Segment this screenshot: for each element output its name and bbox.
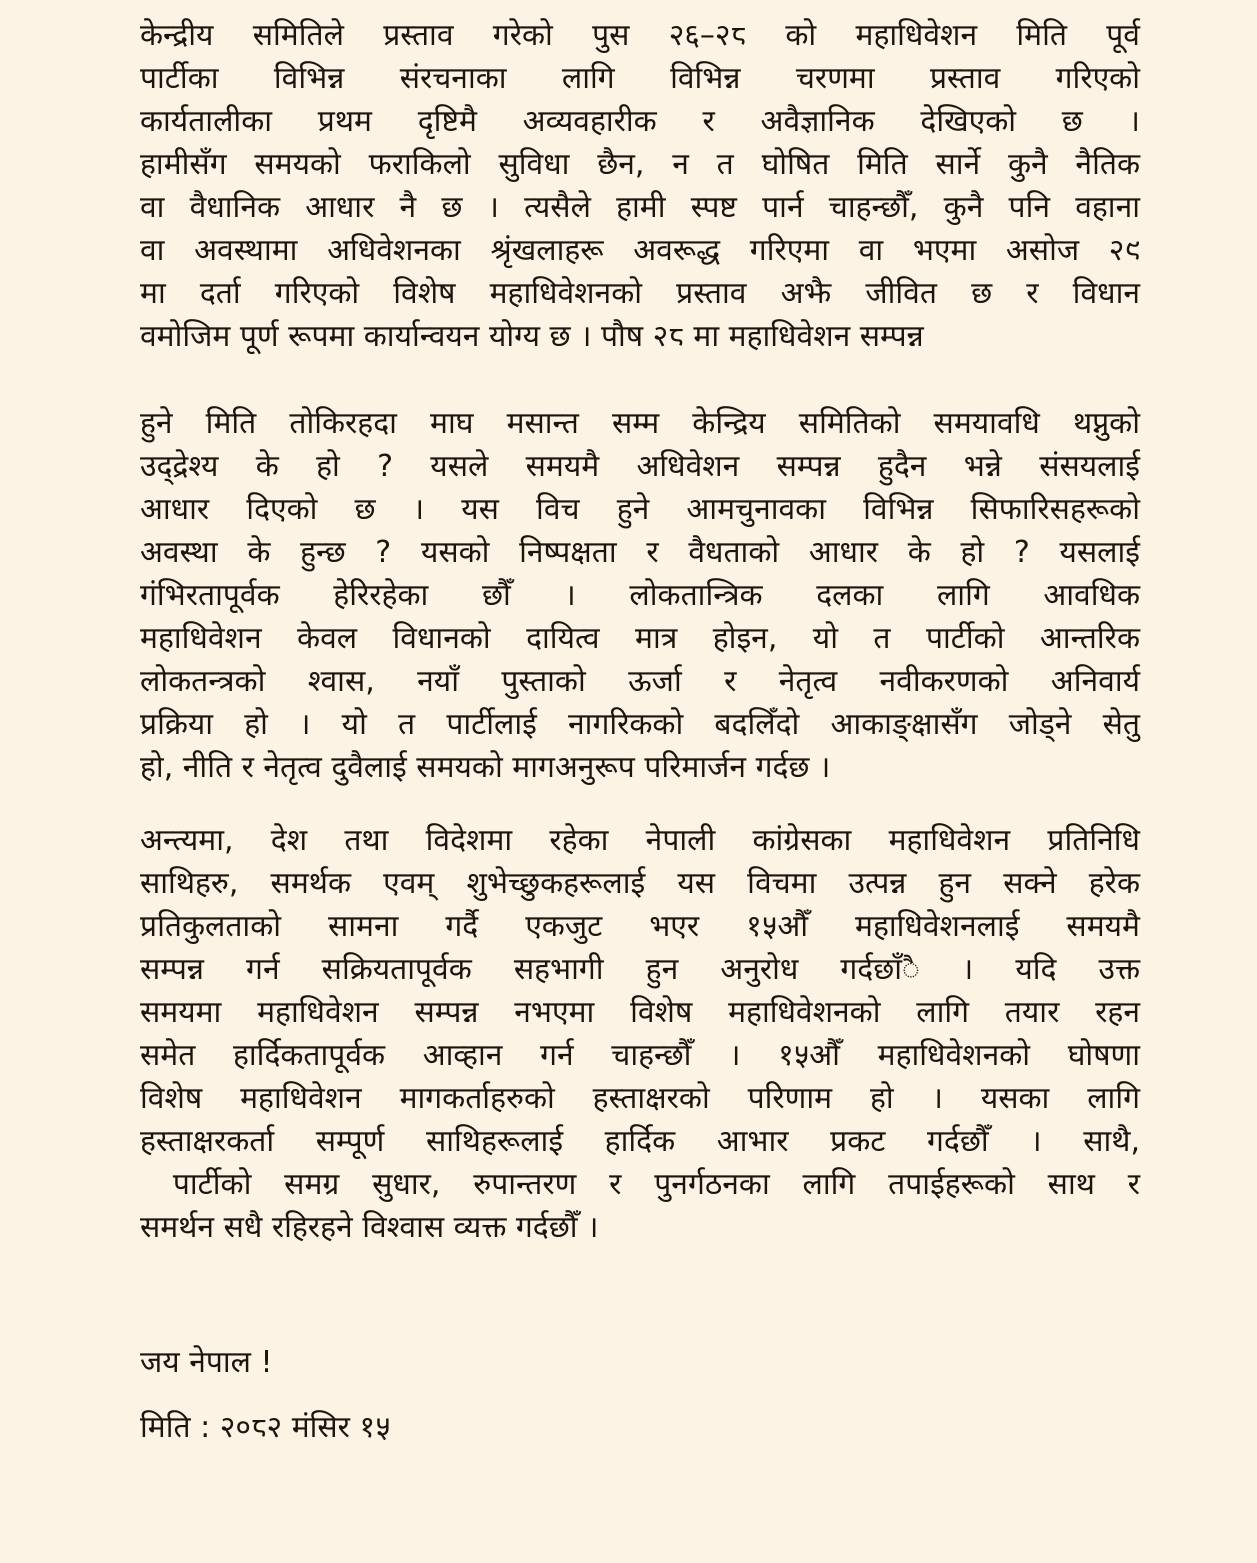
text-line: गंभिरतापूर्वक हेरिरहेका छौँ । लोकतान्त्रिक दलका लागि आवधिक (140, 578, 1140, 613)
text-line: सम्पन्न गर्न सक्रियतापूर्वक सहभागी हुन अनुरोध गर्दछाँै । यदि उक्त (140, 952, 1140, 987)
paragraph-1 (140, 14, 1140, 358)
text-line: वा अवस्थामा अधिवेशनका श्रृंखलाहरू अवरूद्ध गरिएमा वा भएमा असोज २९ (140, 233, 1140, 268)
text-line: अन्त्यमा, देश तथा विदेशमा रहेका नेपाली कांग्रेसका महाधिवेशन प्रतिनिधि (140, 823, 1140, 858)
text-line: मा दर्ता गरिएको विशेष महाधिवेशनको प्रस्ताव अझै जीवित छ र विधान (140, 276, 1140, 311)
text-line: साथिहरु, समर्थक एवम् शुभेच्छुकहरूलाई यस विचमा उत्पन्न हुन सक्ने हरेक (140, 866, 1140, 901)
text-line: हुने मिति तोकिरहदा माघ मसान्त सम्म केन्द्रिय समितिको समयावधि थप्नुको (140, 406, 1140, 441)
date-line: मिति : २०८२ मंसिर १५ (140, 1410, 391, 1445)
closing-line: जय नेपाल ! (140, 1345, 273, 1380)
text-line: आधार दिएको छ । यस विच हुने आमचुनावका विभिन्न सिफारिसहरूको (140, 492, 1140, 527)
text-line: उद्द्रेश्य के हो ? यसले समयमै अधिवेशन सम्पन्न हुदैन भन्ने संसयलाई (140, 449, 1140, 484)
text-line: महाधिवेशन केवल विधानको दायित्व मात्र होइन, यो त पार्टीको आन्तरिक (140, 621, 1140, 656)
text-line: समर्थन सधै रहिरहने विश्वास व्यक्त गर्दछौँ । (140, 1210, 599, 1245)
letter-body (140, 14, 1140, 1449)
text-line: प्रतिकुलताको सामना गर्दै एकजुट भएर १५औँ महाधिवेशनलाई समयमै (140, 909, 1140, 944)
text-line: समयमा महाधिवेशन सम्पन्न नभएमा विशेष महाधिवेशनको लागि तयार रहन (140, 995, 1140, 1030)
paragraph-2 (140, 402, 1140, 789)
text-line: वमोजिम पूर्ण रूपमा कार्यान्वयन योग्य छ । पौष २८ मा महाधिवेशन सम्पन्न (140, 319, 924, 354)
text-line: समेत हार्दिकतापूर्वक आव्हान गर्न चाहन्छौँ । १५औँ महाधिवेशनको घोषणा (140, 1038, 1140, 1073)
paragraph-3 (140, 819, 1140, 1249)
text-line: हामीसँग समयको फराकिलो सुविधा छैन, न त घोषित मिति सार्ने कुनै नैतिक (140, 147, 1140, 182)
text-line: लोकतन्त्रको श्वास, नयाँ पुस्ताको ऊर्जा र नेतृत्व नवीकरणको अनिवार्य (140, 664, 1140, 699)
text-line: अवस्था के हुन्छ ? यसको निष्पक्षता र वैधताको आधार के हो ? यसलाई (140, 535, 1140, 570)
text-line: पार्टीको समग्र सुधार, रुपान्तरण र पुनर्गठनका लागि तपाईहरूको साथ र (140, 1167, 1140, 1202)
text-line: विशेष महाधिवेशन मागकर्ताहरुको हस्ताक्षरको परिणाम हो । यसका लागि (140, 1081, 1140, 1116)
text-line: वा वैधानिक आधार नै छ । त्यसैले हामी स्पष्ट पार्न चाहन्छौँ, कुनै पनि वहाना (140, 190, 1140, 225)
text-line: कार्यतालीका प्रथम दृष्टिमै अव्यवहारीक र अवैज्ञानिक देखिएको छ । (140, 104, 1140, 139)
text-line: प्रक्रिया हो । यो त पार्टीलाई नागरिकको बदलिँदो आकाङ्क्षासँग जोड्ने सेतु (140, 707, 1140, 742)
text-line: पार्टीका विभिन्न संरचनाका लागि विभिन्न चरणमा प्रस्ताव गरिएको (140, 61, 1140, 96)
text-line: हो, नीति र नेतृत्व दुवैलाई समयको मागअनुरूप परिमार्जन गर्दछ । (140, 750, 831, 785)
text-line: केन्द्रीय समितिले प्रस्ताव गरेको पुस २६–२८ को महाधिवेशन मिति पूर्व (140, 18, 1140, 53)
text-line: हस्ताक्षरकर्ता सम्पूर्ण साथिहरूलाई हार्दिक आभार प्रकट गर्दछौँ । साथै, (140, 1124, 1140, 1159)
